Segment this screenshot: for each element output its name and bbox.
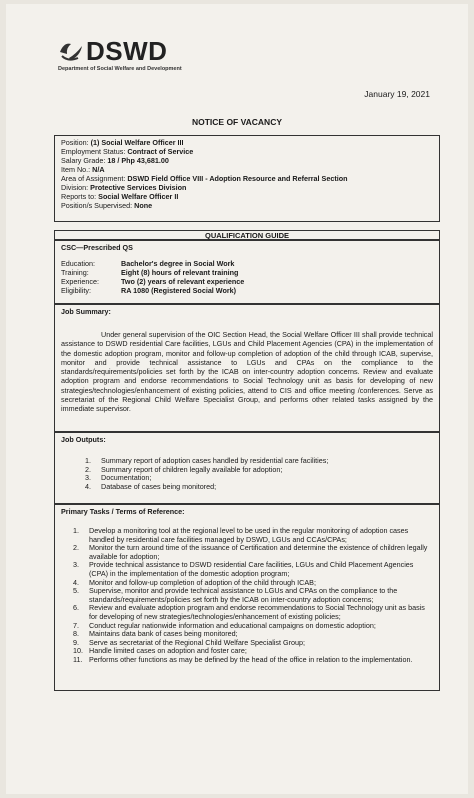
area-of-assignment-line: Area of Assignment: DSWD Field Office VIII - Adoption Resource and Referral Section: [61, 174, 348, 183]
document-date: January 19, 2021: [364, 89, 430, 99]
job-summary-heading: Job Summary:: [61, 307, 111, 316]
document-page: [6, 4, 468, 794]
qualification-guide: [54, 240, 440, 304]
list-item: 9. Serve as secretariat of the Regional Child Welfare Specialist Group;: [73, 637, 305, 647]
csc-prescribed-qs: CSC—Prescribed QS: [61, 243, 133, 252]
list-item: 6. Review and evaluate adoption program and endorse recommendations to Social Technology unit as basis for developing of new strategies/technologies/enhancement of existing policies;: [73, 603, 425, 621]
item-number-line: Item No.: N/A: [61, 165, 105, 174]
list-item: 11. Performs other functions as may be defined by the head of the office in relation to the implementation.: [73, 654, 413, 664]
qs-row-education: Education: Bachelor's degree in Social Work: [61, 259, 235, 268]
qualification-guide-heading: QUALIFICATION GUIDE: [54, 230, 440, 240]
list-item: 1. Summary report of adoption cases handled by residential care facilities;: [85, 456, 329, 465]
job-outputs-section: [54, 432, 440, 504]
list-item: 10. Handle limited cases on adoption and foster care;: [73, 646, 247, 656]
list-item: 3. Provide technical assistance to DSWD residential Care facilities, LGUs and Child Placement Agencies (CPA) in the implementation of the domestic adoption program;: [73, 560, 414, 578]
division-line: Division: Protective Services Division: [61, 183, 187, 192]
positions-supervised-line: Position/s Supervised: None: [61, 201, 153, 210]
job-outputs-heading: Job Outputs:: [61, 435, 106, 444]
list-item: 5. Supervise, monitor and provide technical assistance to LGUs and CPAs on the compliance to the standards/requirements/policies set forth by the ICAB on inter-country adoption concerns;: [73, 586, 398, 604]
reports-to-line: Reports to: Social Welfare Officer II: [61, 192, 179, 201]
position-details: [54, 135, 440, 222]
list-item: 7. Conduct regular nationwide information and educational campaigns on domestic adoption;: [73, 620, 376, 630]
department-name: Department of Social Welfare and Development: [58, 66, 182, 72]
brand-name: DSWD: [86, 36, 168, 66]
list-item: 8. Maintains data bank of cases being monitored;: [73, 629, 238, 639]
list-item: 4. Database of cases being monitored;: [85, 481, 217, 491]
dswd-emblem-icon: [58, 40, 84, 62]
job-summary-section: [54, 304, 440, 432]
list-item: 1. Develop a monitoring tool at the regional level to be used in the regular monitoring of adoption cases handled by residential care facilities managed by DSWD, LGUs and CCAs/CPAs;: [73, 526, 409, 544]
list-item: 2. Monitor the turn around time of the issuance of Certification and determine the existence of children legally available for adoption;: [73, 543, 428, 561]
job-summary-text: Under general supervision of the OIC Section Head, the Social Welfare Officer III shall provide technical assistance to DSWD residential Care facilities, LGUs and Child Placement Agencies (CPA) in the implementation of the domestic adoption program, monitor and follow-up completion of adoption of the child through ICAB, supervise, monitor and provide technical assistance to LGUs and CPAs on the compliance to the standards/requirements/policies set forth by the ICAB on inter-country adoption concerns. Review and evaluate adoption program and endorse recommendations to Social Technology unit as basis for developing of new strategies/technologies/enhancement of existing policies, attend to CIS and office meeting /conferences. Serve as secretariat of the Regional Child Welfare Specialist Group, and performs other related tasks assigned by the immediate supervisor.: [61, 330, 433, 414]
qs-row-training: Training: Eight (8) hours of relevant training: [61, 268, 239, 277]
qs-row-experience: Experience: Two (2) years of relevant experience: [61, 277, 245, 286]
primary-tasks-list: [61, 527, 433, 665]
primary-tasks-section: [54, 504, 440, 691]
list-item: 4. Monitor and follow-up completion of adoption of the child through ICAB;: [73, 577, 316, 587]
list-item: 2. Summary report of children legally available for adoption;: [85, 464, 283, 474]
qs-row-eligibility: Eligibility: RA 1080 (Registered Social Work): [61, 286, 237, 295]
salary-grade-line: Salary Grade: 18 / Php 43,681.00: [61, 156, 169, 165]
page-title: NOTICE OF VACANCY: [191, 117, 283, 127]
employment-status-line: Employment Status: Contract of Service: [61, 147, 194, 156]
primary-tasks-heading: Primary Tasks / Terms of Reference:: [61, 507, 185, 516]
position-line: Position: (1) Social Welfare Officer III: [61, 138, 184, 147]
list-item: 3. Documentation;: [85, 473, 152, 483]
job-outputs-list: [61, 457, 433, 491]
